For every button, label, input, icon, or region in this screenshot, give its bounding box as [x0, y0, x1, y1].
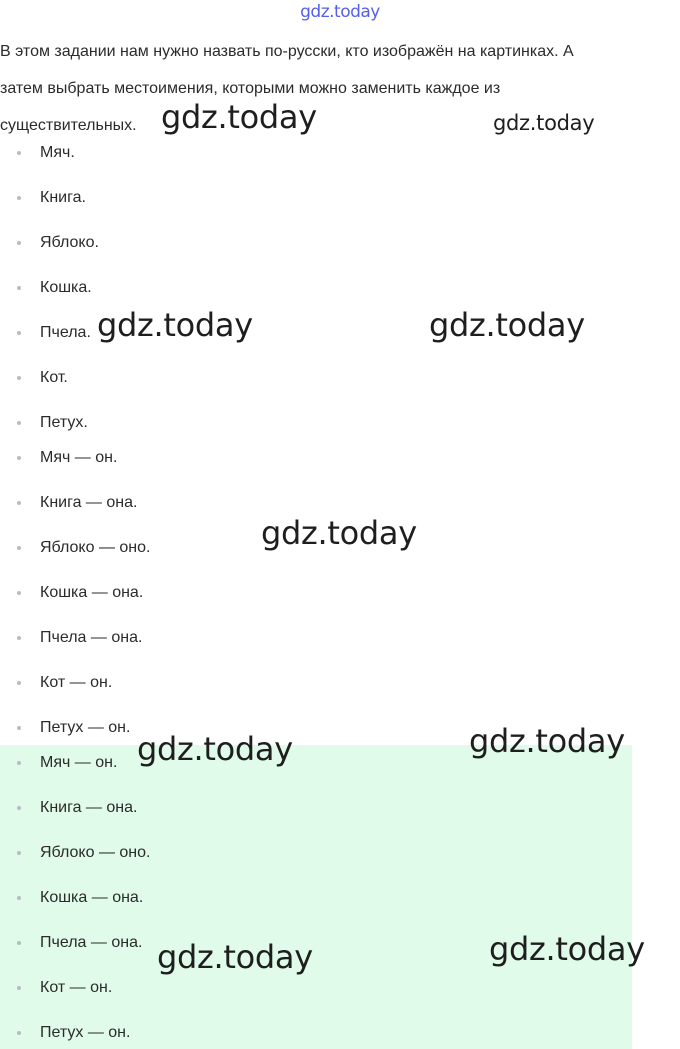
bullet-icon — [17, 1031, 21, 1035]
watermark-text: gdz.today — [469, 722, 625, 760]
pronoun-text: Книга — она. — [40, 494, 138, 511]
answer-text: Пчела — она. — [40, 934, 143, 951]
intro-line: затем выбрать местоимения, которыми можно заменить каждое из — [0, 80, 501, 97]
watermark-text: gdz.today — [429, 306, 585, 344]
answer-text: Кот — он. — [40, 979, 113, 996]
noun-text: Яблоко. — [40, 234, 99, 251]
bullet-icon — [17, 896, 21, 900]
bullet-icon — [17, 286, 21, 290]
pronoun-text: Яблоко — оно. — [40, 539, 151, 556]
noun-text: Кошка. — [40, 279, 92, 296]
watermark-text: gdz.today — [97, 306, 253, 344]
bullet-icon — [17, 196, 21, 200]
watermark-text: gdz.today — [489, 930, 645, 968]
noun-text: Кот. — [40, 369, 68, 386]
pronoun-text: Кот — он. — [40, 674, 113, 691]
bullet-icon — [17, 726, 21, 730]
bullet-icon — [17, 546, 21, 550]
bullet-icon — [17, 941, 21, 945]
watermark-text: gdz.today — [493, 111, 595, 135]
bullet-icon — [17, 501, 21, 505]
bullet-icon — [17, 591, 21, 595]
answer-text: Петух — он. — [40, 1024, 131, 1041]
bullet-icon — [17, 376, 21, 380]
answer-text: Кошка — она. — [40, 889, 144, 906]
noun-text: Петух. — [40, 414, 88, 431]
watermark-text: gdz.today — [261, 514, 417, 552]
bullet-icon — [17, 986, 21, 990]
bullet-icon — [17, 851, 21, 855]
answer-text: Яблоко — оно. — [40, 844, 151, 861]
pronoun-text: Петух — он. — [40, 719, 131, 736]
pronoun-text: Мяч — он. — [40, 449, 118, 466]
header-watermark: gdz.today — [300, 2, 380, 22]
pronoun-text: Кошка — она. — [40, 584, 144, 601]
bullet-icon — [17, 456, 21, 460]
noun-text: Пчела. — [40, 324, 91, 341]
watermark-text: gdz.today — [161, 98, 317, 136]
watermark-text: gdz.today — [137, 730, 293, 768]
intro-line: существительных. — [0, 117, 137, 134]
bullet-icon — [17, 241, 21, 245]
bullet-icon — [17, 636, 21, 640]
noun-text: Мяч. — [40, 144, 75, 161]
watermark-text: gdz.today — [157, 938, 313, 976]
bullet-icon — [17, 331, 21, 335]
intro-line: В этом задании нам нужно назвать по-русски, кто изображён на картинках. А — [0, 43, 574, 60]
pronoun-text: Пчела — она. — [40, 629, 143, 646]
answer-text: Мяч — он. — [40, 754, 118, 771]
bullet-icon — [17, 681, 21, 685]
bullet-icon — [17, 761, 21, 765]
bullet-icon — [17, 421, 21, 425]
bullet-icon — [17, 806, 21, 810]
answer-text: Книга — она. — [40, 799, 138, 816]
bullet-icon — [17, 151, 21, 155]
noun-text: Книга. — [40, 189, 86, 206]
